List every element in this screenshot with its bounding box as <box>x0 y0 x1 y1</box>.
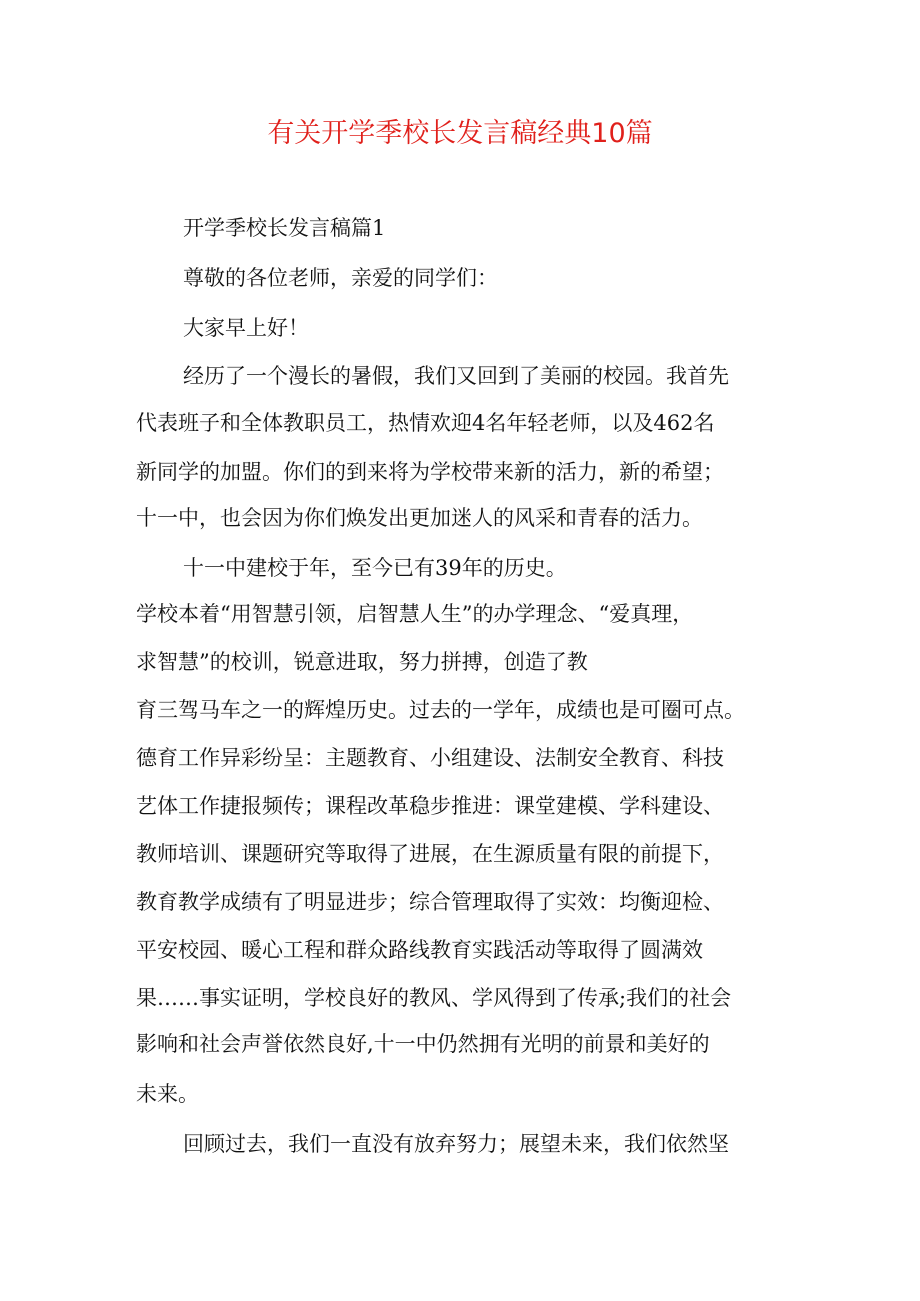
body-line: 艺体工作捷报频传；课程改革稳步推进：课堂建模、学科建设、 <box>136 794 724 818</box>
body-line: 育三驾马车之一的辉煌历史。过去的一学年，成绩也是可圈可点。 <box>136 698 745 722</box>
body-line: 代表班子和全体教职员工，热情欢迎4名年轻老师，以及462名 <box>136 411 715 435</box>
body-line: 经历了一个漫长的暑假，我们又回到了美丽的校园。我首先 <box>183 364 729 388</box>
body-line: 教师培训、课题研究等取得了进展，在生源质量有限的前提下， <box>136 842 724 866</box>
salutation-line: 尊敬的各位老师，亲爱的同学们： <box>183 266 498 290</box>
body-line: 回顾过去，我们一直没有放弃努力；展望未来，我们依然坚 <box>183 1132 729 1156</box>
body-line: 果……事实证明，学校良好的教风、学风得到了传承;我们的社会 <box>136 986 732 1010</box>
greeting-line: 大家早上好！ <box>183 316 309 340</box>
document-title: 有关开学季校长发言稿经典10篇 <box>267 118 653 149</box>
body-line: 教育教学成绩有了明显进步；综合管理取得了实效：均衡迎检、 <box>136 890 724 914</box>
body-line: 求智慧”的校训，锐意进取，努力拼搏，创造了教 <box>136 650 588 674</box>
body-line: 十一中，也会因为你们焕发出更加迷人的风采和青春的活力。 <box>136 506 703 530</box>
section-heading: 开学季校长发言稿篇1 <box>183 216 386 240</box>
body-line: 新同学的加盟。你们的到来将为学校带来新的活力，新的希望； <box>136 460 724 484</box>
body-line: 十一中建校于年，至今已有39年的历史。 <box>183 556 567 580</box>
body-line: 平安校园、暖心工程和群众路线教育实践活动等取得了圆满效 <box>136 938 703 962</box>
body-line: 未来。 <box>136 1082 199 1106</box>
body-line: 学校本着“用智慧引领，启智慧人生”的办学理念、“爱真理， <box>136 602 694 626</box>
body-line: 德育工作异彩纷呈：主题教育、小组建设、法制安全教育、科技 <box>136 746 724 770</box>
body-line: 影响和社会声誉依然良好,十一中仍然拥有光明的前景和美好的 <box>136 1032 710 1056</box>
